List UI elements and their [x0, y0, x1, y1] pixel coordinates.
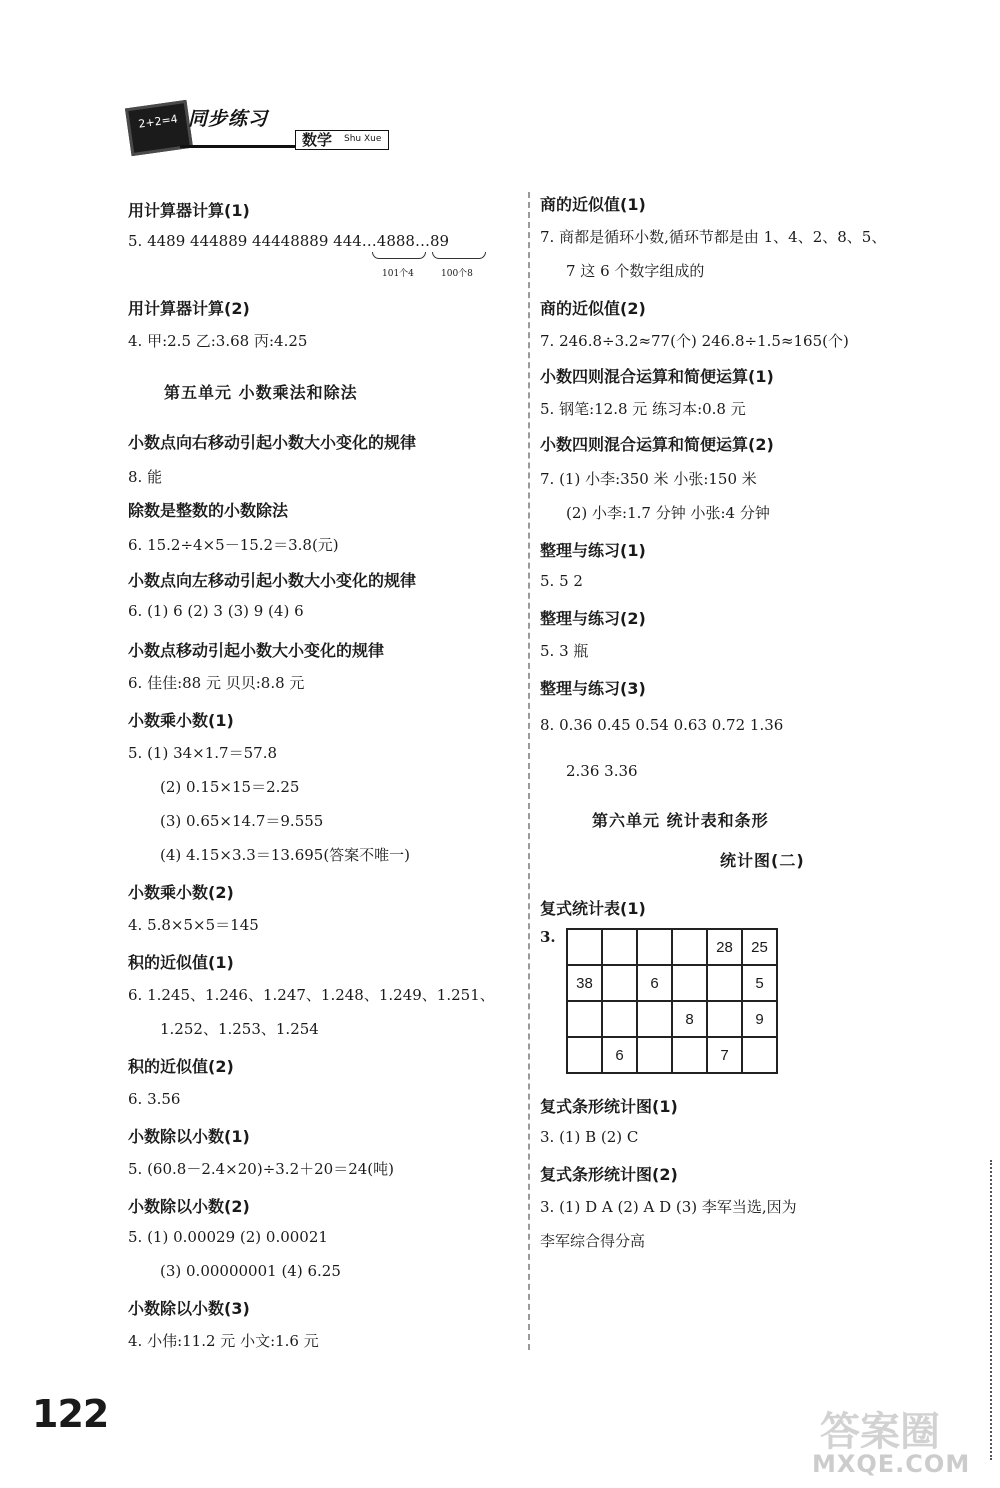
brace-mark	[432, 252, 486, 259]
answer-line: 4. 小伟:11.2 元 小文:1.6 元	[128, 1332, 319, 1350]
section-title: 积的近似值(1)	[128, 953, 234, 972]
page-number: 122	[32, 1392, 109, 1436]
grid-cell	[602, 965, 637, 1001]
answer-line: 5. 4489 444889 44448889 444…4888…89	[128, 232, 450, 250]
section-title: 用计算器计算(2)	[128, 299, 250, 318]
answer-line: 李军综合得分高	[540, 1232, 646, 1250]
header-rule	[180, 145, 298, 148]
grid-cell	[567, 1001, 602, 1037]
series-title: 同步练习	[188, 108, 269, 130]
section-title: 积的近似值(2)	[128, 1057, 234, 1076]
grid-cell: 8	[672, 1001, 707, 1037]
answer-line: 5. (60.8－2.4×20)÷3.2＋20＝24(吨)	[128, 1160, 394, 1178]
edge-dots	[990, 1160, 992, 1460]
grid-cell	[602, 929, 637, 965]
subject-pinyin: Shu Xue	[344, 134, 382, 144]
brace-note: 100个8	[441, 269, 473, 279]
answer-line: 5. 3 瓶	[540, 642, 589, 660]
section-title: 整理与练习(1)	[540, 541, 646, 560]
grid-cell	[637, 929, 672, 965]
grid-cell: 9	[742, 1001, 777, 1037]
answer-line: 6. 佳佳:88 元 贝贝:8.8 元	[128, 674, 305, 692]
section-title: 整理与练习(3)	[540, 679, 646, 698]
grid-cell: 25	[742, 929, 777, 965]
answer-line: 7. (1) 小李:350 米 小张:150 米	[540, 470, 757, 488]
grid-cell	[672, 965, 707, 1001]
grid-cell: 7	[707, 1037, 742, 1073]
answer-line: (2) 0.15×15＝2.25	[160, 778, 300, 796]
section-title: 整理与练习(2)	[540, 609, 646, 628]
answer-line: 4. 甲:2.5 乙:3.68 丙:4.25	[128, 332, 308, 350]
section-title: 除数是整数的小数除法	[128, 501, 289, 520]
grid-cell: 38	[567, 965, 602, 1001]
book-header	[120, 98, 392, 158]
grid-cell	[567, 1037, 602, 1073]
grid-row	[567, 929, 777, 965]
answer-line: 1.252、1.253、1.254	[160, 1020, 319, 1038]
section-title: 复式条形统计图(2)	[540, 1165, 678, 1184]
answer-line: 3. (1) B (2) C	[540, 1128, 639, 1146]
section-title: 小数乘小数(2)	[128, 883, 234, 902]
answer-line: 5. 5 2	[540, 572, 583, 590]
unit-title: 第六单元 统计表和条形	[592, 811, 769, 830]
grid-row	[567, 1001, 777, 1037]
statistics-grid	[566, 928, 778, 1074]
section-title: 小数乘小数(1)	[128, 711, 234, 730]
section-title: 用计算器计算(1)	[128, 201, 250, 220]
grid-cell: 28	[707, 929, 742, 965]
answer-line: 6. (1) 6 (2) 3 (3) 9 (4) 6	[128, 602, 304, 620]
unit-title: 第五单元 小数乘法和除法	[164, 383, 358, 402]
section-title: 小数除以小数(3)	[128, 1299, 250, 1318]
column-divider	[528, 192, 530, 1350]
watermark-url: MXQE.COM	[812, 1450, 971, 1478]
answer-line: 7. 商都是循环小数,循环节都是由 1、4、2、8、5、	[540, 228, 887, 246]
grid-cell: 5	[742, 965, 777, 1001]
subject-text: 数学	[302, 131, 333, 149]
section-title: 商的近似值(1)	[540, 195, 646, 214]
grid-row	[567, 965, 777, 1001]
answer-line: 5. 钢笔:12.8 元 练习本:0.8 元	[540, 400, 746, 418]
watermark-logo: 答案圈	[820, 1409, 940, 1455]
grid-cell	[602, 1001, 637, 1037]
grid-cell	[567, 929, 602, 965]
answer-line: 6. 15.2÷4×5－15.2＝3.8(元)	[128, 536, 339, 554]
answer-line: 2.36 3.36	[566, 762, 638, 780]
grid-cell	[637, 1037, 672, 1073]
brace-note: 101个4	[382, 269, 414, 279]
answer-line: 7 这 6 个数字组成的	[566, 262, 705, 280]
brace-mark	[372, 252, 426, 259]
grid-cell	[707, 1001, 742, 1037]
grid-cell	[707, 965, 742, 1001]
answer-line: (2) 小李:1.7 分钟 小张:4 分钟	[566, 504, 770, 522]
grid-cell	[672, 1037, 707, 1073]
answer-line: (3) 0.65×14.7＝9.555	[160, 812, 324, 830]
subject-label	[295, 130, 389, 150]
grid-cell: 6	[602, 1037, 637, 1073]
grid-row	[567, 1037, 777, 1073]
section-title: 小数点移动引起小数大小变化的规律	[128, 641, 385, 660]
answer-line: 5. (1) 34×1.7＝57.8	[128, 744, 278, 762]
grid-cell	[672, 929, 707, 965]
grid-cell: 6	[637, 965, 672, 1001]
question-number: 3.	[540, 928, 556, 946]
answer-line: 6. 3.56	[128, 1090, 181, 1108]
section-title: 商的近似值(2)	[540, 299, 646, 318]
answer-line: (4) 4.15×3.3＝13.695(答案不唯一)	[160, 846, 411, 864]
unit-title: 统计图(二)	[720, 851, 805, 870]
answer-line: (3) 0.00000001 (4) 6.25	[160, 1262, 341, 1280]
section-title: 小数除以小数(1)	[128, 1127, 250, 1146]
grid-cell	[742, 1037, 777, 1073]
answer-line: 8. 0.36 0.45 0.54 0.63 0.72 1.36	[540, 716, 784, 734]
section-title: 小数四则混合运算和简便运算(2)	[540, 435, 774, 454]
section-title: 小数点向左移动引起小数大小变化的规律	[128, 571, 417, 590]
section-title: 小数除以小数(2)	[128, 1197, 250, 1216]
board-text: 2+2=4	[137, 112, 179, 131]
answer-line: 8. 能	[128, 468, 163, 486]
answer-line: 4. 5.8×5×5＝145	[128, 916, 259, 934]
grid-cell	[637, 1001, 672, 1037]
answer-line: 7. 246.8÷3.2≈77(个) 246.8÷1.5≈165(个)	[540, 332, 849, 350]
answer-line: 6. 1.245、1.246、1.247、1.248、1.249、1.251、	[128, 986, 495, 1004]
section-title: 小数四则混合运算和简便运算(1)	[540, 367, 774, 386]
section-title: 复式条形统计图(1)	[540, 1097, 678, 1116]
answer-line: 5. (1) 0.00029 (2) 0.00021	[128, 1228, 328, 1246]
section-title: 小数点向右移动引起小数大小变化的规律	[128, 433, 417, 452]
answer-line: 3. (1) D A (2) A D (3) 李军当选,因为	[540, 1198, 797, 1216]
section-title: 复式统计表(1)	[540, 899, 646, 918]
